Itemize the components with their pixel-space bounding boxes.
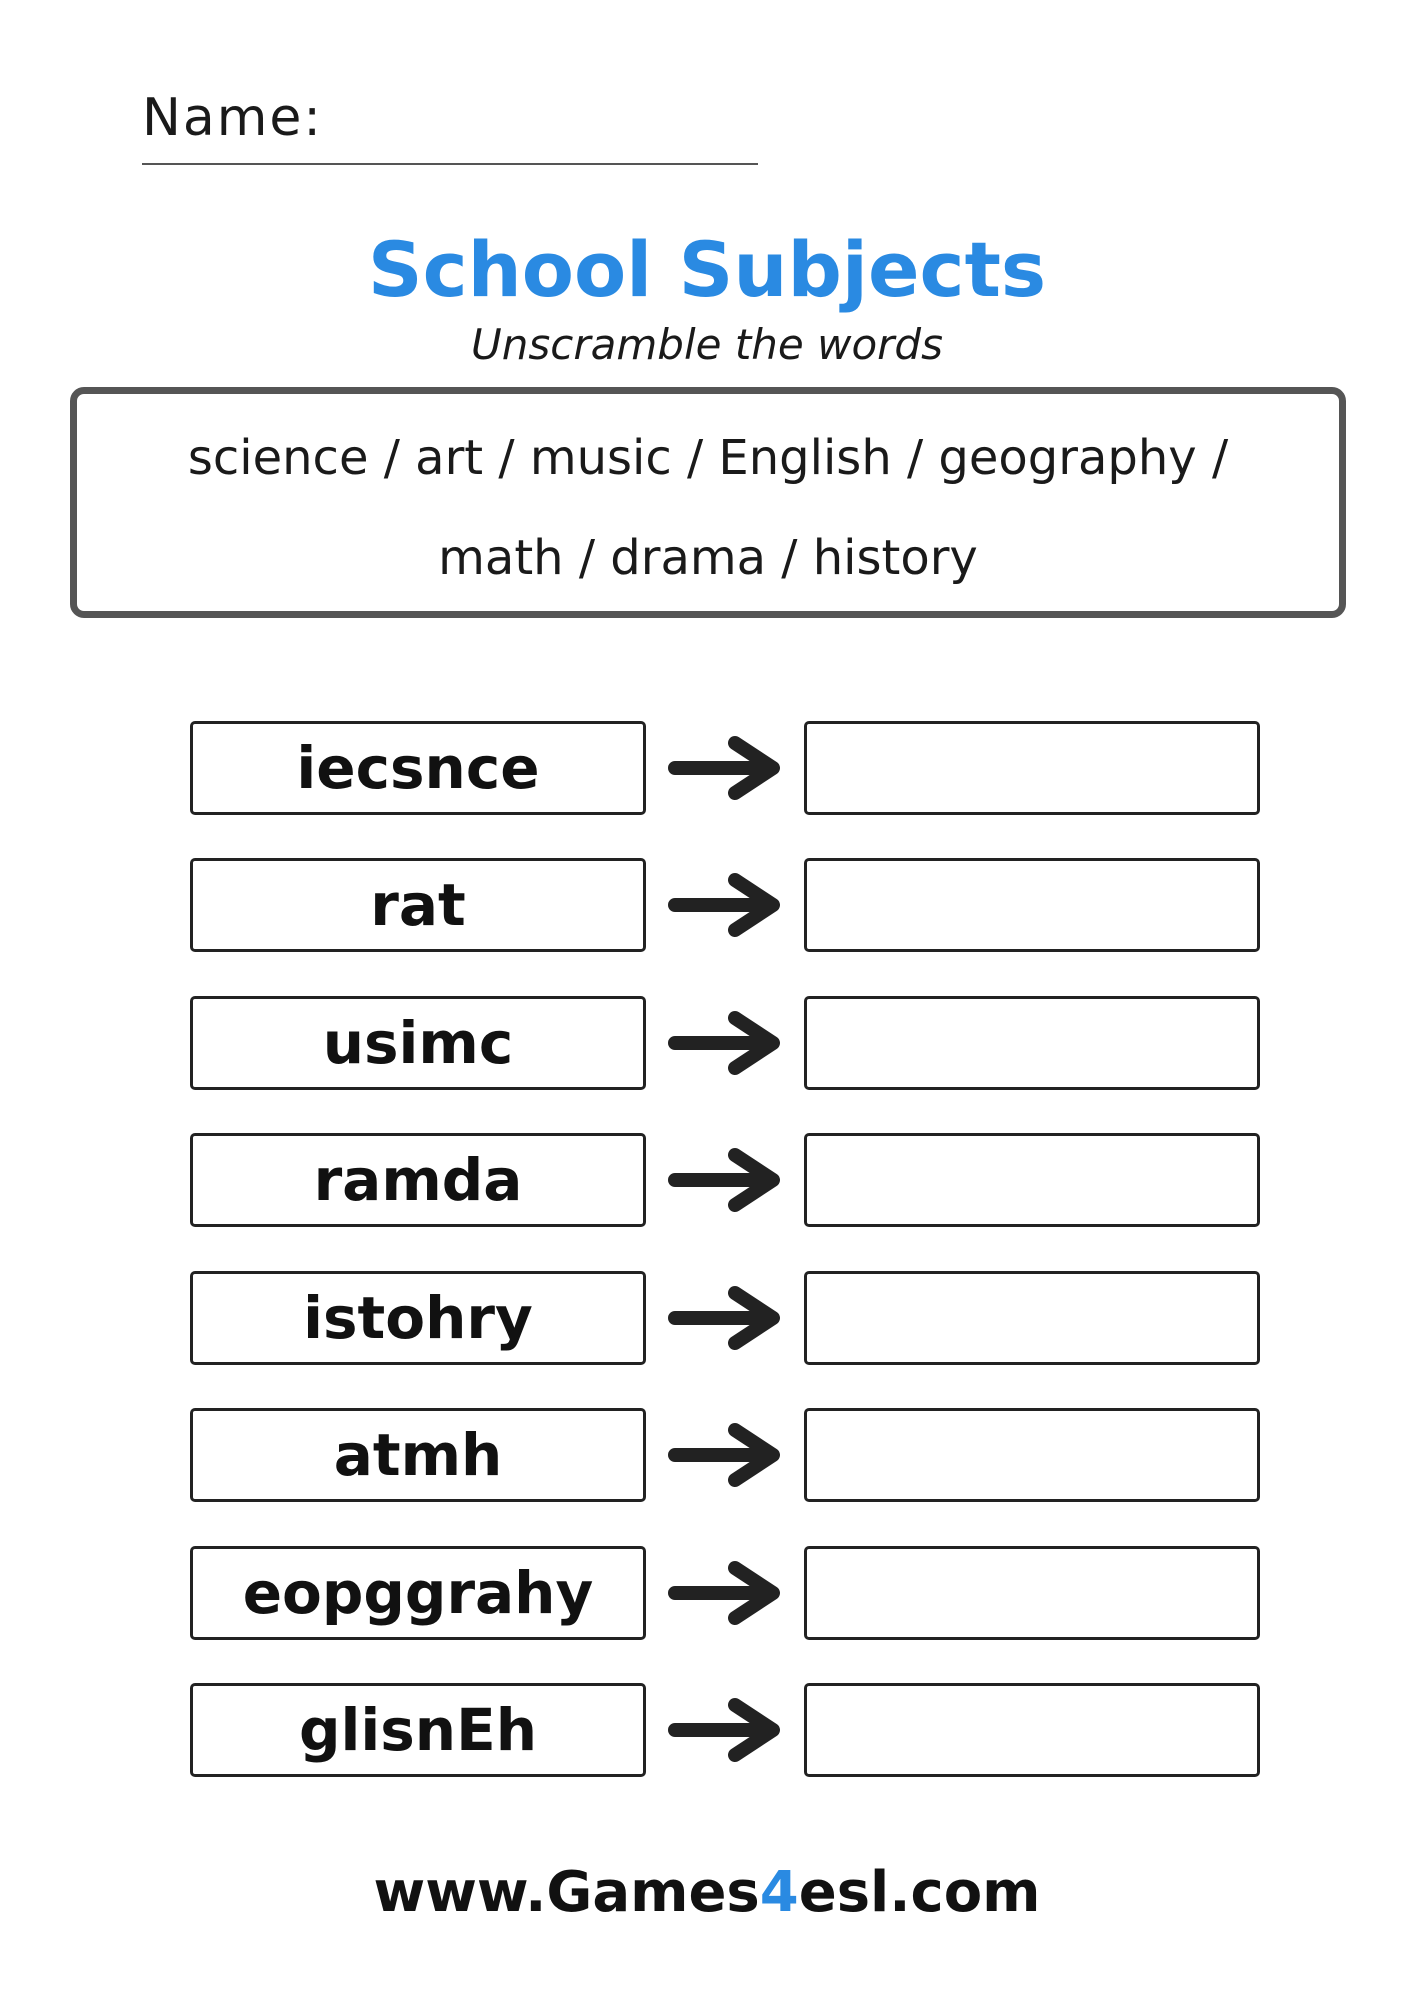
answer-box[interactable] [804,1408,1260,1502]
scrambled-word: istohry [190,1271,646,1365]
scrambled-word: usimc [190,996,646,1090]
arrow-right-icon [667,1147,785,1213]
arrow-right-icon [667,1285,785,1351]
footer-accent: 4 [759,1860,799,1925]
arrow-right-icon [667,735,785,801]
arrow-right-icon [667,1560,785,1626]
answer-box[interactable] [804,721,1260,815]
answer-box[interactable] [804,1683,1260,1777]
exercise-row [190,858,1260,952]
scrambled-word: glisnEh [190,1683,646,1777]
answer-box[interactable] [804,858,1260,952]
scrambled-word: rat [190,858,646,952]
arrow-right-icon [667,1697,785,1763]
exercise-row [190,1683,1260,1777]
scrambled-word: eopggrahy [190,1546,646,1640]
scrambled-word: atmh [190,1408,646,1502]
word-bank-line-2: math / drama / history [438,530,978,586]
footer-website [0,1860,1414,1925]
exercise-row [190,996,1260,1090]
exercise-row [190,1271,1260,1365]
exercise-row [190,1546,1260,1640]
scrambled-word: iecsnce [190,721,646,815]
arrow-right-icon [667,1010,785,1076]
arrow-right-icon [667,1422,785,1488]
answer-box[interactable] [804,996,1260,1090]
page-subtitle: Unscramble the words [471,320,943,369]
exercise-row [190,1133,1260,1227]
scrambled-word: ramda [190,1133,646,1227]
page-title: School Subjects [367,225,1047,314]
footer-prefix: www.Games [373,1860,760,1925]
answer-box[interactable] [804,1271,1260,1365]
exercise-row [190,1408,1260,1502]
name-label: Name: [142,88,323,148]
answer-box[interactable] [804,1133,1260,1227]
word-bank-line-1: science / art / music / English / geography / [187,430,1229,486]
exercise-row [190,721,1260,815]
answer-box[interactable] [804,1546,1260,1640]
arrow-right-icon [667,872,785,938]
footer-suffix: esl.com [798,1860,1041,1925]
